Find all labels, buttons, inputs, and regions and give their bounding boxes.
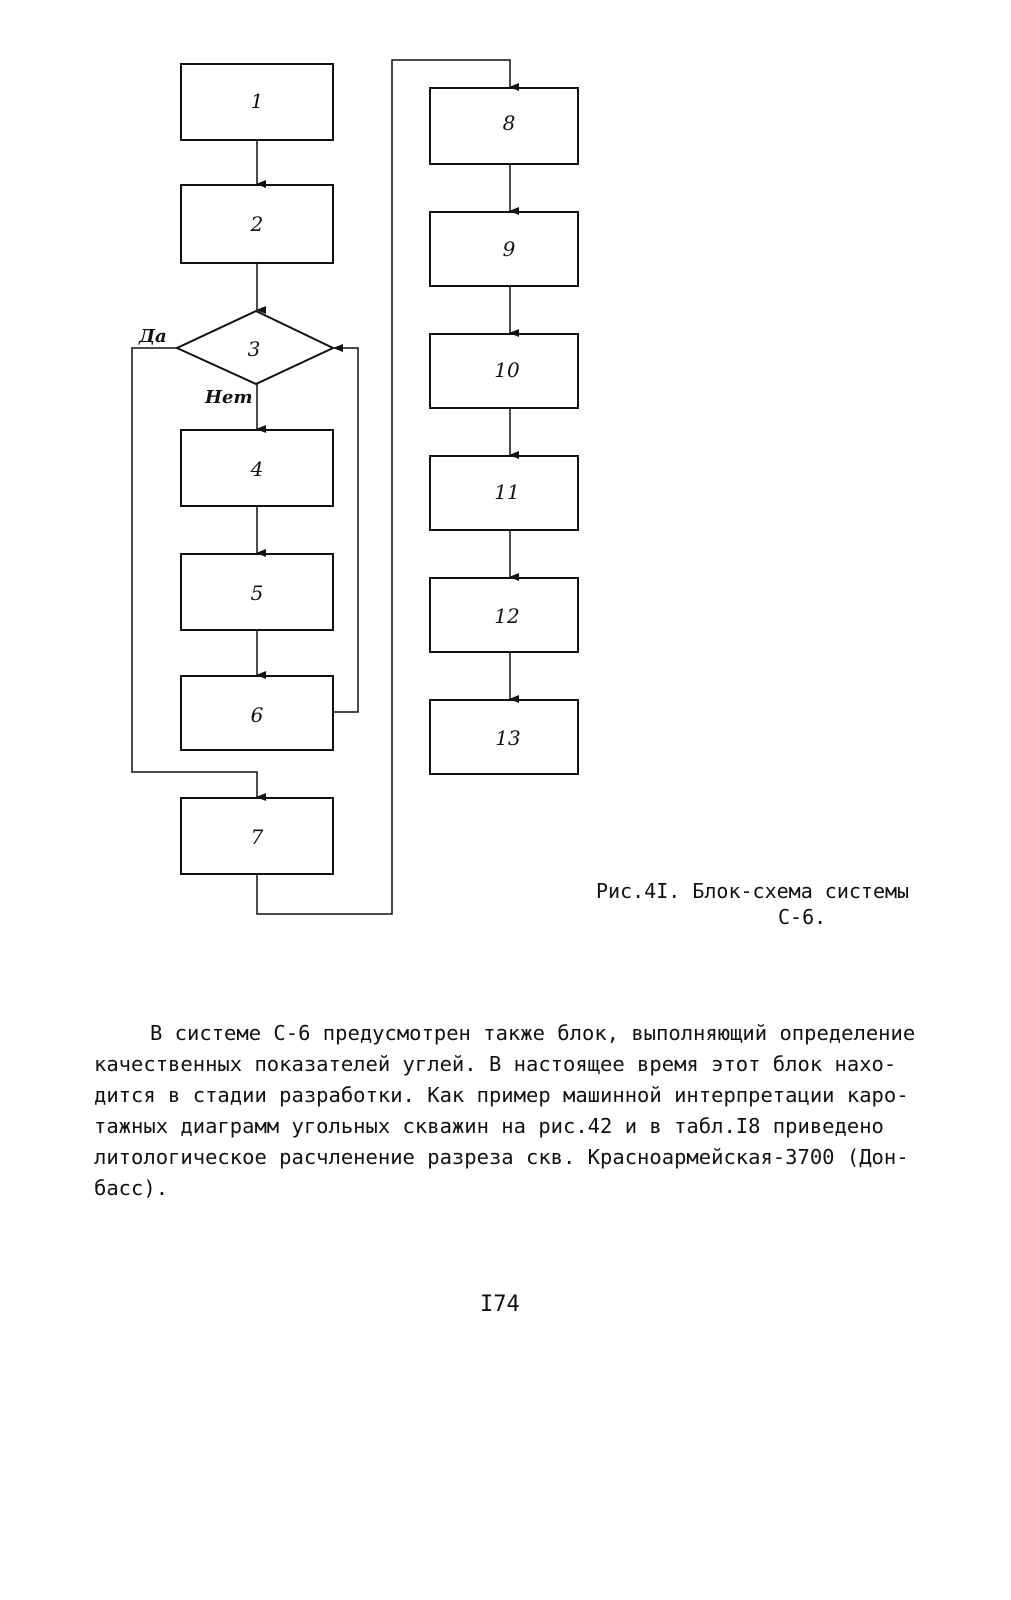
- block-5-label: 5: [250, 581, 264, 605]
- caption-line-2: С-6.: [778, 905, 827, 929]
- block-9-label: 9: [502, 237, 516, 261]
- block-10-label: 10: [494, 358, 520, 382]
- block-12-label: 12: [494, 604, 520, 628]
- paragraph-line: дится в стадии разработки. Как пример машинной интерпретации каро-: [94, 1083, 909, 1107]
- block-1-label: 1: [250, 89, 264, 113]
- paragraph-line: басс).: [94, 1176, 169, 1200]
- loop-6-to-3: [333, 348, 358, 712]
- caption-line-1: Рис.4I. Блок-схема системы: [596, 879, 910, 903]
- paragraph-line: качественных показателей углей. В настоящее время этот блок нахо-: [94, 1052, 897, 1076]
- figure-caption: [596, 878, 956, 930]
- block-8-label: 8: [502, 111, 516, 135]
- yes-branch-3-to-7: [132, 348, 257, 797]
- paragraph-line: тажных диаграмм угольных скважин на рис.42 и в табл.I8 приведено: [94, 1114, 884, 1138]
- block-4-label: 4: [250, 457, 264, 481]
- yes-label: Да: [139, 326, 167, 347]
- block-11-label: 11: [494, 480, 520, 504]
- body-paragraph: [94, 1018, 974, 1204]
- paragraph-line: В системе С-6 предусмотрен также блок, выполняющий определение: [150, 1021, 916, 1045]
- block-13-label: 13: [495, 726, 521, 750]
- page-number: I74: [480, 1292, 520, 1317]
- block-3-label: 3: [247, 337, 261, 361]
- block-7-label: 7: [250, 825, 264, 849]
- paragraph-line: литологическое расчленение разреза скв. Красноармейская-3700 (Дон-: [94, 1145, 909, 1169]
- no-label: Нет: [205, 387, 253, 408]
- block-6-label: 6: [250, 703, 264, 727]
- block-2-label: 2: [250, 212, 264, 236]
- connector-7-8: [257, 60, 510, 914]
